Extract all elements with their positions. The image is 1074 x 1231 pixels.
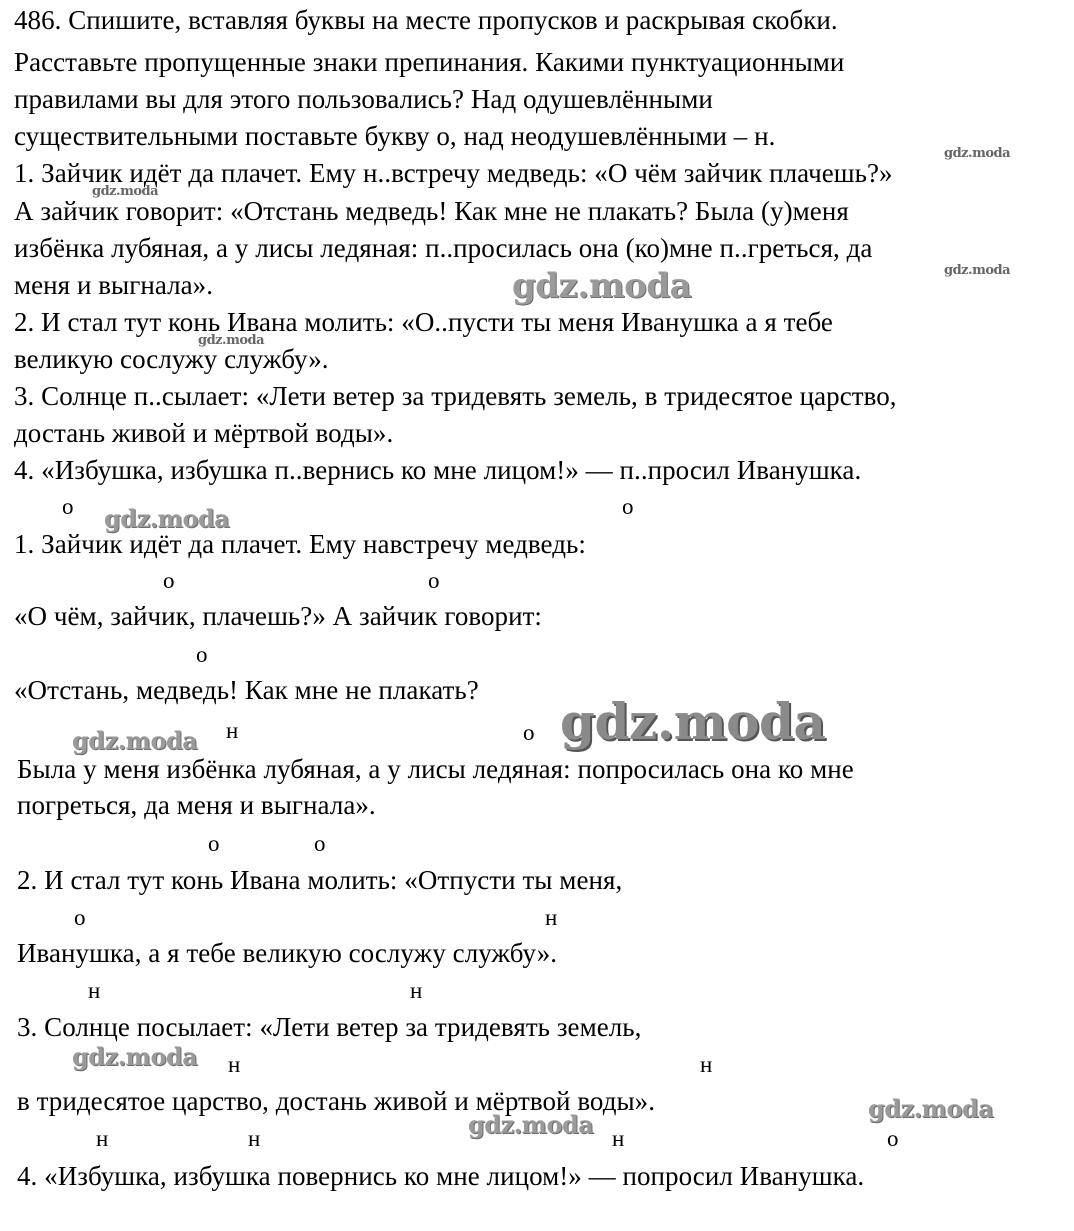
task-line-11: 3. Солнце п..сылает: «Лети ветер за тридевять земель, в тридесятое царство,	[14, 381, 897, 411]
task-line-9: 2. И стал тут конь Ивана молить: «О..пусти ты меня Иванушка а я тебе	[14, 307, 833, 337]
task-line-1: 486. Спишите, вставляя буквы на месте пропусков и раскрывая скобки.	[14, 5, 838, 35]
answer-line-6: 2. И стал тут конь Ивана молить: «Отпусти ты меня,	[17, 865, 623, 895]
watermark: gdz.moda	[104, 504, 230, 533]
animacy-mark: н	[545, 905, 558, 930]
answer-line-2: «О чём, зайчик, плачешь?» А зайчик говорит:	[14, 601, 542, 631]
animacy-mark: о	[208, 831, 220, 856]
watermark: gdz.moda	[72, 1042, 198, 1071]
watermark: gdz.moda	[512, 266, 692, 306]
watermark: gdz.moda	[72, 726, 198, 755]
answer-line-1: 1. Зайчик идёт да плачет. Ему навстречу медведь:	[14, 529, 586, 559]
animacy-mark: о	[523, 720, 535, 745]
answer-line-4: Была у меня избёнка лубяная, а у лисы ледяная: попросилась она ко мне	[17, 754, 854, 784]
answer-line-8: 3. Солнце посылает: «Лети ветер за тридевять земель,	[17, 1012, 642, 1042]
watermark: gdz.moda	[560, 692, 826, 751]
task-line-13: 4. «Избушка, избушка п..вернись ко мне лицом!» — п..просил Иванушка.	[14, 455, 862, 485]
animacy-mark: н	[226, 718, 239, 743]
task-line-4: существительными поставьте букву о, над неодушевлёнными – н.	[14, 121, 776, 151]
animacy-mark: н	[248, 1126, 261, 1151]
animacy-mark: н	[410, 978, 423, 1003]
animacy-mark: о	[887, 1126, 899, 1151]
animacy-mark: н	[96, 1126, 109, 1151]
watermark: gdz.moda	[868, 1094, 994, 1123]
animacy-mark: о	[314, 831, 326, 856]
animacy-mark: о	[622, 494, 634, 519]
task-line-6: А зайчик говорит: «Отстань медведь! Как мне не плакать? Была (у)меня	[14, 196, 849, 226]
animacy-mark: о	[163, 568, 175, 593]
watermark: gdz.moda	[92, 184, 159, 199]
answer-line-7: Иванушка, а я тебе великую сослужу службу».	[17, 938, 558, 968]
animacy-mark: о	[62, 494, 74, 519]
watermark: gdz.moda	[944, 263, 1011, 278]
task-line-10: великую сослужу службу».	[14, 344, 329, 374]
answer-line-5: погреться, да меня и выгнала».	[17, 790, 376, 820]
task-line-8: меня и выгнала».	[14, 270, 214, 300]
task-line-7: избёнка лубяная, а у лисы ледяная: п..просилась она (ко)мне п..греться, да	[14, 233, 873, 263]
answer-line-3: «Отстань, медведь! Как мне не плакать?	[14, 675, 479, 705]
answer-line-10: 4. «Избушка, избушка повернись ко мне лицом!» — попросил Иванушка.	[17, 1161, 865, 1191]
animacy-mark: о	[74, 905, 86, 930]
animacy-mark: н	[700, 1052, 713, 1077]
answer-line-9: в тридесятое царство, достань живой и мёртвой воды».	[17, 1086, 656, 1116]
animacy-mark: о	[196, 642, 208, 667]
task-line-2: Расставьте пропущенные знаки препинания. Какими пунктуационными	[14, 47, 845, 77]
animacy-mark: н	[228, 1052, 241, 1077]
task-line-3: правилами вы для этого пользовались? Над одушевлёнными	[14, 84, 713, 114]
watermark: gdz.moda	[198, 333, 265, 348]
watermark: gdz.moda	[944, 146, 1011, 161]
animacy-mark: н	[88, 978, 101, 1003]
task-line-12: достань живой и мёртвой воды».	[14, 418, 394, 448]
animacy-mark: н	[612, 1126, 625, 1151]
task-line-5: 1. Зайчик идёт да плачет. Ему н..встречу медведь: «О чём зайчик плачешь?»	[14, 158, 893, 188]
animacy-mark: о	[428, 568, 440, 593]
watermark: gdz.moda	[468, 1110, 594, 1139]
